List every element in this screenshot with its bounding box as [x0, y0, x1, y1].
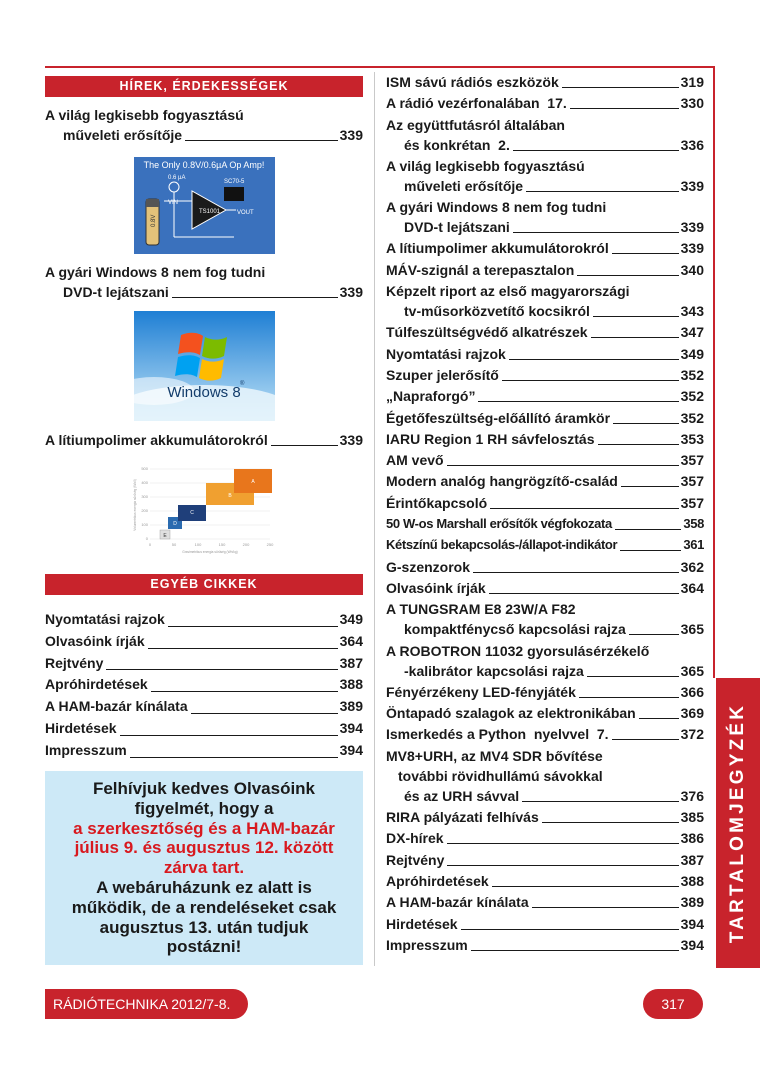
- contents-entry[interactable]: [386, 493, 704, 513]
- contents-page: 388: [680, 872, 704, 889]
- contents-entry[interactable]: [386, 935, 704, 955]
- right-rule: [713, 66, 715, 678]
- section-tab: [716, 678, 760, 968]
- contents-title: Kétszínű bekapcsolás-/állapot-indikátor: [386, 537, 618, 553]
- contents-entry[interactable]: [386, 156, 704, 196]
- contents-title: 50 W-os Marshall erősítők végfokozata: [386, 516, 612, 532]
- contents-entry[interactable]: [386, 322, 704, 342]
- contents-page: 385: [680, 809, 704, 826]
- contents-title: A TUNGSRAM E8 23W/A F82: [386, 601, 576, 618]
- windows8-text: Windows 8: [167, 384, 241, 401]
- chart-xtick: 0: [148, 542, 152, 547]
- contents-page: 362: [680, 558, 704, 575]
- amp-vin: VIN: [168, 200, 179, 206]
- contents-title: MV8+URH, az MV4 SDR bővítése: [386, 747, 603, 764]
- contents-page: 339: [680, 177, 704, 194]
- contents-page: 349: [680, 345, 704, 362]
- svg-text:B: B: [228, 493, 232, 499]
- contents-entry[interactable]: [386, 599, 704, 639]
- contents-title: tv-műsorközvetítő kocsikról: [404, 303, 590, 320]
- contents-page: 352: [680, 388, 704, 405]
- notice-line: postázni!: [166, 937, 242, 957]
- contents-title: Szuper jelerősítő: [386, 366, 499, 383]
- contents-page: 347: [680, 324, 704, 341]
- contents-title: Képzelt riport az első magyarországi: [386, 283, 630, 300]
- contents-page: 372: [680, 726, 704, 743]
- footer-magazine: RÁDIÓTECHNIKA 2012/7-8.: [45, 989, 248, 1019]
- contents-title: Rejtvény: [386, 851, 445, 868]
- contents-entry[interactable]: [386, 871, 704, 891]
- contents-title: A ROBOTRON 11032 gyorsulásérzékelő: [386, 642, 650, 659]
- contents-entry[interactable]: [386, 260, 704, 280]
- contents-title: Hirdetések: [386, 915, 458, 932]
- contents-title: Olvasóink írják: [386, 579, 486, 596]
- contents-page: 339: [680, 219, 704, 236]
- top-rule: [45, 66, 715, 68]
- contents-title: A HAM-bazár kínálata: [386, 894, 529, 911]
- contents-entry[interactable]: [386, 807, 704, 827]
- contents-page: 361: [683, 537, 704, 553]
- notice-line: működik, de a rendeléseket csak: [71, 897, 337, 917]
- contents-title: A gyári Windows 8 nem fog tudni: [386, 199, 607, 216]
- chart-xtick: 200: [242, 542, 250, 547]
- contents-page: 389: [680, 894, 704, 911]
- egyeb-item[interactable]: Hirdetések 394: [45, 719, 363, 736]
- contents-entry[interactable]: [386, 682, 704, 702]
- contents-title: IARU Region 1 RH sávfelosztás: [386, 430, 595, 447]
- chart-ytick: 0: [145, 536, 148, 541]
- section-tab-label: TARTALOMJEGYZÉK: [727, 702, 748, 944]
- contents-entry[interactable]: [386, 344, 704, 364]
- contents-page: 394: [680, 936, 704, 953]
- notice-line: A webáruházunk ez alatt is: [96, 877, 312, 897]
- amp-title: The Only 0.8V/0.6µA Op Amp!: [143, 160, 265, 170]
- chart-ytick: 500: [141, 466, 148, 471]
- contents-title: és konkrétan 2.: [404, 136, 510, 153]
- egyeb-item[interactable]: Rejtvény 387: [45, 654, 363, 671]
- egyeb-item[interactable]: Impresszum 394: [45, 741, 363, 758]
- contents-entry[interactable]: [386, 238, 704, 258]
- chart-ytick: 100: [141, 522, 148, 527]
- contents-entry[interactable]: [386, 197, 704, 237]
- svg-text:D: D: [173, 521, 177, 527]
- contents-entry[interactable]: [386, 408, 704, 428]
- windows8-image: [134, 311, 275, 421]
- notice-line: Felhívjuk kedves Olvasóink: [92, 779, 316, 798]
- contents-entry[interactable]: [386, 828, 704, 848]
- contents-title: Öntapadó szalagok az elektronikában: [386, 705, 636, 722]
- contents-entry[interactable]: [386, 429, 704, 449]
- contents-list: [386, 72, 704, 956]
- contents-entry[interactable]: [386, 892, 704, 912]
- svg-text:A: A: [251, 479, 255, 485]
- contents-entry[interactable]: [386, 115, 704, 155]
- contents-title: Az együttfutásról általában: [386, 116, 565, 133]
- contents-title: A világ legkisebb fogyasztású: [386, 157, 585, 174]
- contents-entry[interactable]: [386, 72, 704, 92]
- contents-title: Impresszum: [386, 936, 468, 953]
- amp-package: SC70-5: [224, 179, 245, 185]
- contents-title: Apróhirdetések: [386, 872, 489, 889]
- contents-title: Ismerkedés a Python nyelvvel 7.: [386, 726, 609, 743]
- chart-xtick: 150: [218, 542, 226, 547]
- op-amp-image: [134, 157, 275, 254]
- contents-entry[interactable]: [386, 365, 704, 385]
- contents-page: 365: [680, 662, 704, 679]
- contents-page: 340: [680, 261, 704, 278]
- contents-page: 369: [680, 705, 704, 722]
- notice-box: [45, 771, 363, 965]
- contents-title: Érintőkapcsoló: [386, 494, 488, 511]
- contents-title: Túlfeszültségvédő alkatrészek: [386, 324, 588, 341]
- contents-title: RIRA pályázati felhívás: [386, 809, 539, 826]
- contents-title: A lítiumpolimer akkumulátorokról: [386, 240, 609, 257]
- contents-page: 386: [680, 830, 704, 847]
- contents-title: Nyomtatási rajzok: [386, 345, 506, 362]
- notice-line-red: július 9. és augusztus 12. között: [74, 838, 334, 858]
- notice-line: figyelmét, hogy a: [134, 798, 274, 818]
- contents-page: 364: [680, 579, 704, 596]
- battery-chart-image: [130, 461, 276, 558]
- hirek-entry-1[interactable]: A világ legkisebb fogyasztású műveleti erősítője 339: [45, 107, 363, 143]
- contents-entry[interactable]: [386, 93, 704, 113]
- contents-page: 343: [680, 303, 704, 320]
- chart-xtick: 50: [171, 542, 177, 547]
- chart-xtick: 100: [194, 542, 202, 547]
- contents-entry[interactable]: [386, 535, 704, 555]
- contents-entry[interactable]: [386, 850, 704, 870]
- contents-title: DVD-t lejátszani: [404, 219, 510, 236]
- contents-entry[interactable]: [386, 514, 704, 534]
- contents-entry[interactable]: [386, 557, 704, 577]
- footer-page-number: 317: [643, 989, 703, 1019]
- notice-line: augusztus 13. után tudjuk: [99, 917, 309, 937]
- contents-page: 353: [680, 430, 704, 447]
- contents-entry[interactable]: [386, 746, 704, 806]
- contents-entry[interactable]: [386, 724, 704, 744]
- contents-page: 357: [680, 452, 704, 469]
- contents-title: és az URH sávval: [404, 787, 520, 804]
- contents-title: Fényérzékeny LED-fényjáték: [386, 683, 576, 700]
- contents-page: 357: [680, 473, 704, 490]
- hirek-header: HÍREK, ÉRDEKESSÉGEK: [45, 76, 363, 97]
- contents-page: 336: [680, 136, 704, 153]
- contents-title: műveleti erősítője: [404, 177, 524, 194]
- column-divider: [374, 72, 375, 966]
- chart-ylabel: Volumetrikus energia sűrűség (Wh/l): [133, 479, 137, 531]
- contents-title: DX-hírek: [386, 830, 444, 847]
- notice-line-red: zárva tart.: [163, 858, 245, 878]
- contents-entry[interactable]: [386, 578, 704, 598]
- windows8-reg: ®: [240, 381, 245, 387]
- contents-page: 357: [680, 494, 704, 511]
- amp-battery: 0.8V: [151, 214, 157, 227]
- notice-line-red: a szerkesztőség és a HAM-bazár: [73, 818, 335, 838]
- chart-ytick: 300: [141, 494, 148, 499]
- egyeb-item[interactable]: Olvasóink írják 364: [45, 632, 363, 649]
- contents-entry[interactable]: [386, 914, 704, 934]
- chart-xlabel: Gravimetrikus energia sűrűség (Wh/kg): [182, 550, 238, 554]
- contents-page: 352: [680, 366, 704, 383]
- chart-ytick: 400: [141, 480, 148, 485]
- contents-title: Modern analóg hangrögzítő-család: [386, 473, 618, 490]
- contents-title: -kalibrátor kapcsolási rajza: [404, 662, 584, 679]
- egyeb-item[interactable]: A HAM-bazár kínálata 389: [45, 698, 363, 715]
- contents-title: ISM sávú rádiós eszközök: [386, 74, 559, 90]
- hirek-entry-3[interactable]: A lítiumpolimer akkumulátorokról 339: [45, 432, 363, 448]
- contents-entry[interactable]: [386, 703, 704, 723]
- contents-page: 339: [680, 240, 704, 257]
- contents-title: kompaktfénycső kapcsolási rajza: [404, 621, 626, 638]
- contents-page: 319: [680, 74, 704, 90]
- contents-title: G-szenzorok: [386, 558, 471, 575]
- contents-title: MÁV-szignál a terepasztalon: [386, 261, 575, 278]
- contents-entry[interactable]: [386, 471, 704, 491]
- contents-title: Égetőfeszültség-előállító áramkör: [386, 409, 611, 426]
- egyeb-item[interactable]: Apróhirdetések 388: [45, 676, 363, 693]
- egyeb-list: [45, 609, 363, 762]
- contents-title: A rádió vezérfonalában 17.: [386, 95, 567, 112]
- chart-ytick: 200: [141, 508, 148, 513]
- egyeb-header: EGYÉB CIKKEK: [45, 574, 363, 595]
- hirek-entry-2[interactable]: A gyári Windows 8 nem fog tudni DVD-t lejátszani 339: [45, 264, 363, 300]
- contents-page: 366: [680, 683, 704, 700]
- amp-chip: TS1001: [199, 209, 221, 215]
- contents-entry[interactable]: [386, 641, 704, 681]
- egyeb-item[interactable]: Nyomtatási rajzok 349: [45, 611, 363, 627]
- contents-title: „Napraforgó”: [386, 388, 476, 405]
- contents-page: 387: [680, 851, 704, 868]
- contents-title: AM vevő: [386, 452, 444, 469]
- contents-entry[interactable]: [386, 386, 704, 406]
- contents-page: 394: [680, 915, 704, 932]
- amp-current: 0.6 µA: [168, 175, 186, 181]
- svg-text:C: C: [190, 510, 194, 516]
- contents-entry[interactable]: [386, 281, 704, 321]
- contents-page: 376: [680, 787, 704, 804]
- contents-page: 358: [683, 516, 704, 532]
- chart-xtick: 250: [266, 542, 274, 547]
- contents-title: további rövidhullámú sávokkal: [398, 767, 603, 784]
- contents-page: 330: [680, 95, 704, 112]
- contents-page: 365: [680, 621, 704, 638]
- svg-text:E: E: [163, 533, 167, 539]
- contents-page: 352: [680, 409, 704, 426]
- contents-entry[interactable]: [386, 450, 704, 470]
- amp-vout: VOUT: [237, 210, 254, 216]
